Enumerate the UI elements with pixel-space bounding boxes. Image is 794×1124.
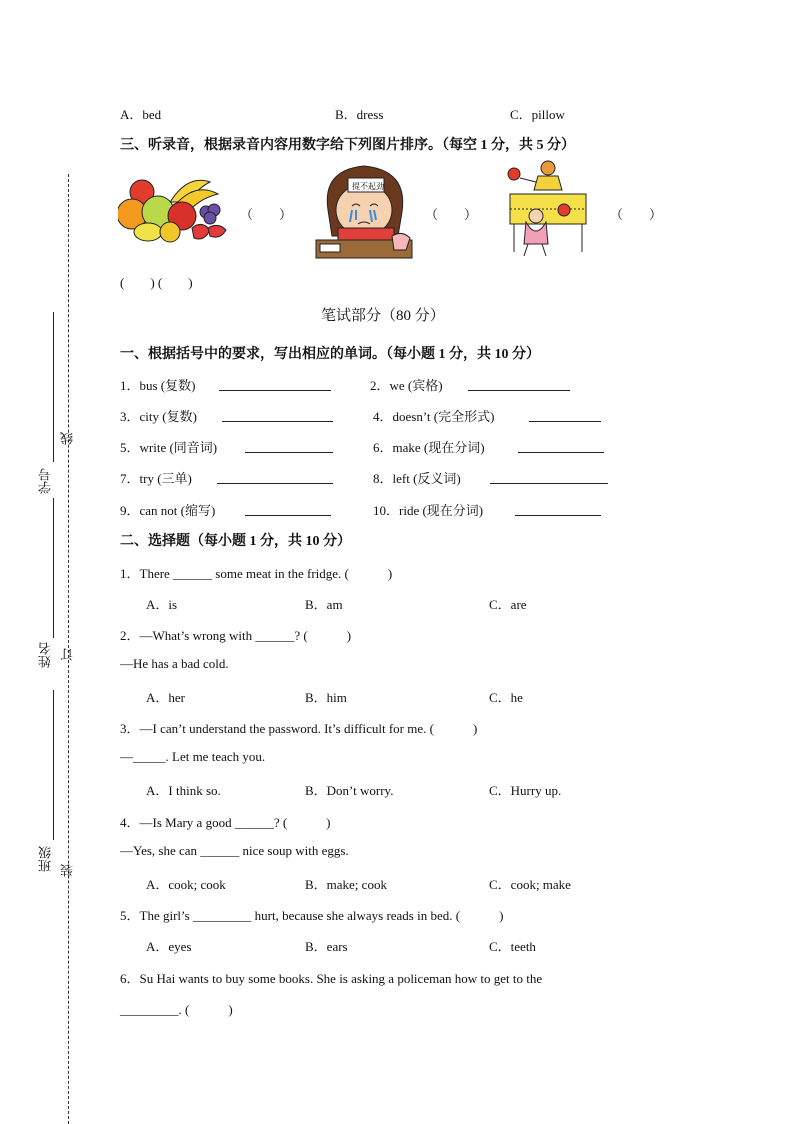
question-4-option-b[interactable]: B．make; cook — [305, 877, 387, 892]
word-answer-3[interactable] — [222, 409, 333, 422]
picture3-blank[interactable]: （ ） — [610, 207, 663, 222]
xuehao-write-line — [53, 312, 54, 462]
sick-girl-picture — [312, 160, 416, 260]
word-item-2: 2．we (宾格) — [370, 378, 443, 393]
question-5-option-a[interactable]: A．eyes — [146, 939, 192, 954]
word-answer-2[interactable] — [468, 378, 570, 391]
picture1-blank[interactable]: （ ） — [240, 207, 293, 222]
question-4-option-c[interactable]: C．cook; make — [489, 877, 571, 892]
ping-pong-picture — [506, 160, 590, 260]
word-item-3: 3．city (复数) — [120, 409, 197, 424]
question-6-continuation: _________. ( ) — [120, 1002, 233, 1017]
banji-write-line — [53, 690, 54, 840]
written-part-title: 笔试部分（80 分） — [321, 308, 445, 324]
label-xian: 线 — [60, 432, 75, 445]
section1-title: 一、根据括号中的要求，写出相应的单词。（每小题 1 分，共 10 分） — [120, 347, 540, 362]
prev-option-b: B．dress — [335, 107, 384, 122]
question-2-option-c[interactable]: C．he — [489, 690, 523, 705]
label-xingming: 姓名 — [38, 642, 53, 668]
picture2-blank[interactable]: （ ） — [425, 207, 478, 222]
question-3-option-a[interactable]: A．I think so. — [146, 783, 221, 798]
question-3-reply: —_____. Let me teach you. — [120, 749, 266, 764]
sick-sign-text: 提不起劲 — [352, 182, 384, 191]
label-xuehao: 学号 — [38, 468, 53, 494]
label-zhuang: 装 — [60, 864, 75, 877]
label-ding: 订 — [60, 648, 75, 661]
question-2-option-b[interactable]: B．him — [305, 690, 347, 705]
question-5-option-b[interactable]: B．ears — [305, 939, 348, 954]
word-item-8: 8．left (反义词) — [373, 471, 461, 486]
question-2-option-a[interactable]: A．her — [146, 690, 185, 705]
prev-option-a: A．bed — [120, 107, 162, 122]
question-2-stem: 2．—What’s wrong with ______? ( ) — [120, 628, 352, 643]
question-5-stem: 5．The girl’s _________ hurt, because she always reads in bed. ( ) — [120, 908, 504, 923]
question-1-option-a[interactable]: A．is — [146, 597, 178, 612]
word-answer-7[interactable] — [217, 471, 333, 484]
word-item-4: 4．doesn’t (完全形式) — [373, 409, 495, 424]
label-banji: 班级 — [38, 846, 53, 872]
question-1-stem: 1．There ______ some meat in the fridge. ( ) — [120, 566, 393, 581]
question-2-reply: —He has a bad cold. — [120, 656, 229, 671]
word-item-10: 10．ride (现在分词) — [373, 503, 484, 518]
question-4-option-a[interactable]: A．cook; cook — [146, 877, 226, 892]
question-1-option-c[interactable]: C．are — [489, 597, 527, 612]
word-answer-10[interactable] — [515, 503, 601, 516]
question-1-option-b[interactable]: B．am — [305, 597, 343, 612]
word-answer-5[interactable] — [245, 440, 333, 453]
word-item-5: 5．write (同音词) — [120, 440, 218, 455]
word-answer-1[interactable] — [219, 378, 331, 391]
section2-title: 二、选择题（每小题 1 分，共 10 分） — [120, 534, 351, 549]
word-answer-4[interactable] — [529, 409, 601, 422]
prev-option-c: C．pillow — [510, 107, 565, 122]
word-item-6: 6．make (现在分词) — [373, 440, 485, 455]
question-5-option-c[interactable]: C．teeth — [489, 939, 536, 954]
question-4-stem: 4．—Is Mary a good ______? ( ) — [120, 815, 331, 830]
fruit-picture — [118, 172, 234, 244]
question-4-reply: —Yes, she can ______ nice soup with eggs. — [120, 843, 349, 858]
question-3-stem: 3．—I can’t understand the password. It’s difficult for me. ( ) — [120, 721, 478, 736]
word-answer-6[interactable] — [518, 440, 604, 453]
word-item-7: 7．try (三单) — [120, 471, 192, 486]
word-answer-9[interactable] — [245, 503, 331, 516]
section3-title: 三、听录音，根据录音内容用数字给下列图片排序。（每空 1 分，共 5 分） — [120, 138, 575, 153]
question-3-option-c[interactable]: C．Hurry up. — [489, 783, 562, 798]
word-item-9: 9．can not (缩写) — [120, 503, 216, 518]
word-answer-8[interactable] — [490, 471, 608, 484]
question-3-option-b[interactable]: B．Don’t worry. — [305, 783, 394, 798]
word-item-1: 1．bus (复数) — [120, 378, 196, 393]
xingming-write-line — [53, 498, 54, 638]
picture-row2-blanks[interactable]: ( ) ( ) — [120, 275, 193, 290]
question-6-stem: 6．Su Hai wants to buy some books. She is asking a policeman how to get to the — [120, 971, 543, 986]
